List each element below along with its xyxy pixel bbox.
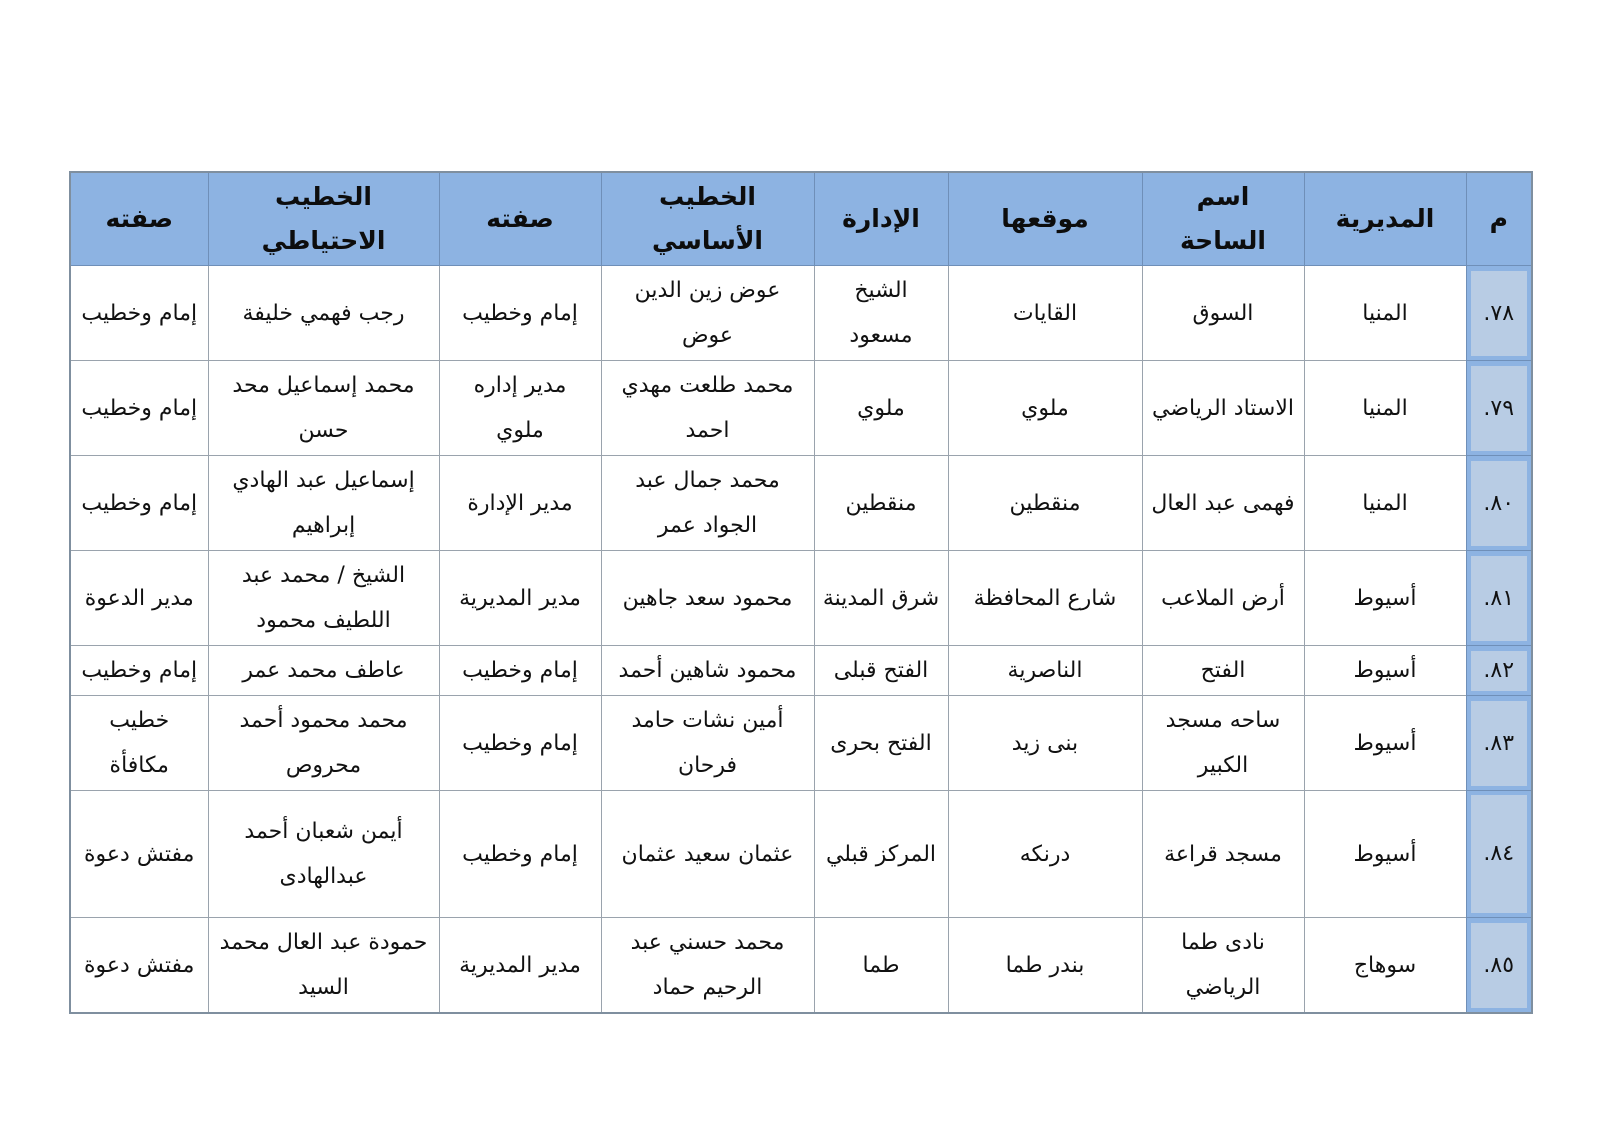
cell-admin: ملوي xyxy=(814,361,948,456)
header-num: م xyxy=(1466,172,1532,266)
cell-num xyxy=(1466,791,1532,918)
cell-main-title: مدير الإدارة xyxy=(439,456,601,551)
cell-backup-preacher: عاطف محمد عمر xyxy=(208,646,439,696)
cell-main-title: إمام وخطيب xyxy=(439,266,601,361)
cell-admin: شرق المدينة xyxy=(814,551,948,646)
table-row xyxy=(70,456,1532,551)
cell-location: الناصرية xyxy=(948,646,1142,696)
cell-location: درنكه xyxy=(948,791,1142,918)
cell-main-title: مدير المديرية xyxy=(439,918,601,1014)
cell-num-text: ٨٢. xyxy=(1471,651,1528,691)
cell-num xyxy=(1466,266,1532,361)
cell-location: القايات xyxy=(948,266,1142,361)
cell-backup-title: خطيب مكافأة xyxy=(70,696,208,791)
cell-backup-preacher: محمد محمود أحمد محروص xyxy=(208,696,439,791)
cell-num-text: ٨٤. xyxy=(1471,795,1528,913)
cell-num-text: ٧٨. xyxy=(1471,271,1528,356)
cell-admin: منقطين xyxy=(814,456,948,551)
cell-admin: الشيخ مسعود xyxy=(814,266,948,361)
cell-backup-preacher: إسماعيل عبد الهادي إبراهيم xyxy=(208,456,439,551)
cell-square: أرض الملاعب xyxy=(1142,551,1304,646)
cell-location: شارع المحافظة xyxy=(948,551,1142,646)
cell-backup-preacher: أيمن شعبان أحمد عبدالهادى xyxy=(208,791,439,918)
cell-directorate: المنيا xyxy=(1304,456,1466,551)
cell-location: بندر طما xyxy=(948,918,1142,1014)
cell-num-text: ٨٥. xyxy=(1471,923,1528,1008)
cell-backup-preacher: رجب فهمي خليفة xyxy=(208,266,439,361)
cell-square: نادى طما الرياضي xyxy=(1142,918,1304,1014)
cell-backup-title: إمام وخطيب xyxy=(70,361,208,456)
cell-square: فهمى عبد العال xyxy=(1142,456,1304,551)
cell-main-preacher: محمود شاهين أحمد xyxy=(601,646,814,696)
cell-directorate: المنيا xyxy=(1304,266,1466,361)
cell-main-title: إمام وخطيب xyxy=(439,646,601,696)
header-backup-title: صفته xyxy=(70,172,208,266)
cell-backup-preacher: حمودة عبد العال محمد السيد xyxy=(208,918,439,1014)
cell-num xyxy=(1466,456,1532,551)
header-square: اسم الساحة xyxy=(1142,172,1304,266)
table-row xyxy=(70,791,1532,918)
cell-square: ساحه مسجد الكبير xyxy=(1142,696,1304,791)
cell-num xyxy=(1466,918,1532,1014)
cell-num-text: ٨٠. xyxy=(1471,461,1528,546)
cell-main-title: إمام وخطيب xyxy=(439,696,601,791)
cell-main-preacher: عوض زين الدين عوض xyxy=(601,266,814,361)
table-row xyxy=(70,551,1532,646)
cell-square: الفتح xyxy=(1142,646,1304,696)
preachers-table xyxy=(69,171,1533,1014)
cell-location: ملوي xyxy=(948,361,1142,456)
cell-main-preacher: محمد طلعت مهدي احمد xyxy=(601,361,814,456)
cell-num xyxy=(1466,361,1532,456)
table-header-row xyxy=(70,172,1532,266)
cell-location: منقطين xyxy=(948,456,1142,551)
cell-admin: طما xyxy=(814,918,948,1014)
cell-directorate: المنيا xyxy=(1304,361,1466,456)
cell-directorate: أسيوط xyxy=(1304,551,1466,646)
cell-backup-preacher: الشيخ / محمد عبد اللطيف محمود xyxy=(208,551,439,646)
header-main-preacher: الخطيب الأساسي xyxy=(601,172,814,266)
cell-directorate: أسيوط xyxy=(1304,696,1466,791)
header-location: موقعها xyxy=(948,172,1142,266)
table-row xyxy=(70,361,1532,456)
cell-num xyxy=(1466,646,1532,696)
cell-num xyxy=(1466,551,1532,646)
cell-directorate: سوهاج xyxy=(1304,918,1466,1014)
cell-main-preacher: محمد جمال عبد الجواد عمر xyxy=(601,456,814,551)
cell-admin: الفتح بحرى xyxy=(814,696,948,791)
cell-main-title: مدير إداره ملوي xyxy=(439,361,601,456)
header-main-title: صفته xyxy=(439,172,601,266)
table-row xyxy=(70,696,1532,791)
header-backup-preacher: الخطيب الاحتياطي xyxy=(208,172,439,266)
cell-num xyxy=(1466,696,1532,791)
header-directorate: المديرية xyxy=(1304,172,1466,266)
table-row xyxy=(70,266,1532,361)
cell-main-preacher: محمود سعد جاهين xyxy=(601,551,814,646)
cell-location: بنى زيد xyxy=(948,696,1142,791)
cell-backup-title: إمام وخطيب xyxy=(70,266,208,361)
table-row xyxy=(70,918,1532,1014)
cell-main-preacher: محمد حسني عبد الرحيم حماد xyxy=(601,918,814,1014)
cell-square: الاستاد الرياضي xyxy=(1142,361,1304,456)
cell-admin: الفتح قبلى xyxy=(814,646,948,696)
cell-main-title: مدير المديرية xyxy=(439,551,601,646)
cell-num-text: ٨١. xyxy=(1471,556,1528,641)
cell-admin: المركز قبلي xyxy=(814,791,948,918)
cell-backup-title: مدير الدعوة xyxy=(70,551,208,646)
cell-square: مسجد قراعة xyxy=(1142,791,1304,918)
cell-backup-title: إمام وخطيب xyxy=(70,456,208,551)
cell-directorate: أسيوط xyxy=(1304,791,1466,918)
cell-directorate: أسيوط xyxy=(1304,646,1466,696)
cell-num-text: ٧٩. xyxy=(1471,366,1528,451)
cell-backup-title: مفتش دعوة xyxy=(70,918,208,1014)
cell-main-title: إمام وخطيب xyxy=(439,791,601,918)
cell-square: السوق xyxy=(1142,266,1304,361)
cell-main-preacher: عثمان سعيد عثمان xyxy=(601,791,814,918)
cell-backup-preacher: محمد إسماعيل محد حسن xyxy=(208,361,439,456)
cell-main-preacher: أمين نشات حامد فرحان xyxy=(601,696,814,791)
table-row xyxy=(70,646,1532,696)
cell-backup-title: إمام وخطيب xyxy=(70,646,208,696)
header-admin: الإدارة xyxy=(814,172,948,266)
cell-num-text: ٨٣. xyxy=(1471,701,1528,786)
cell-backup-title: مفتش دعوة xyxy=(70,791,208,918)
